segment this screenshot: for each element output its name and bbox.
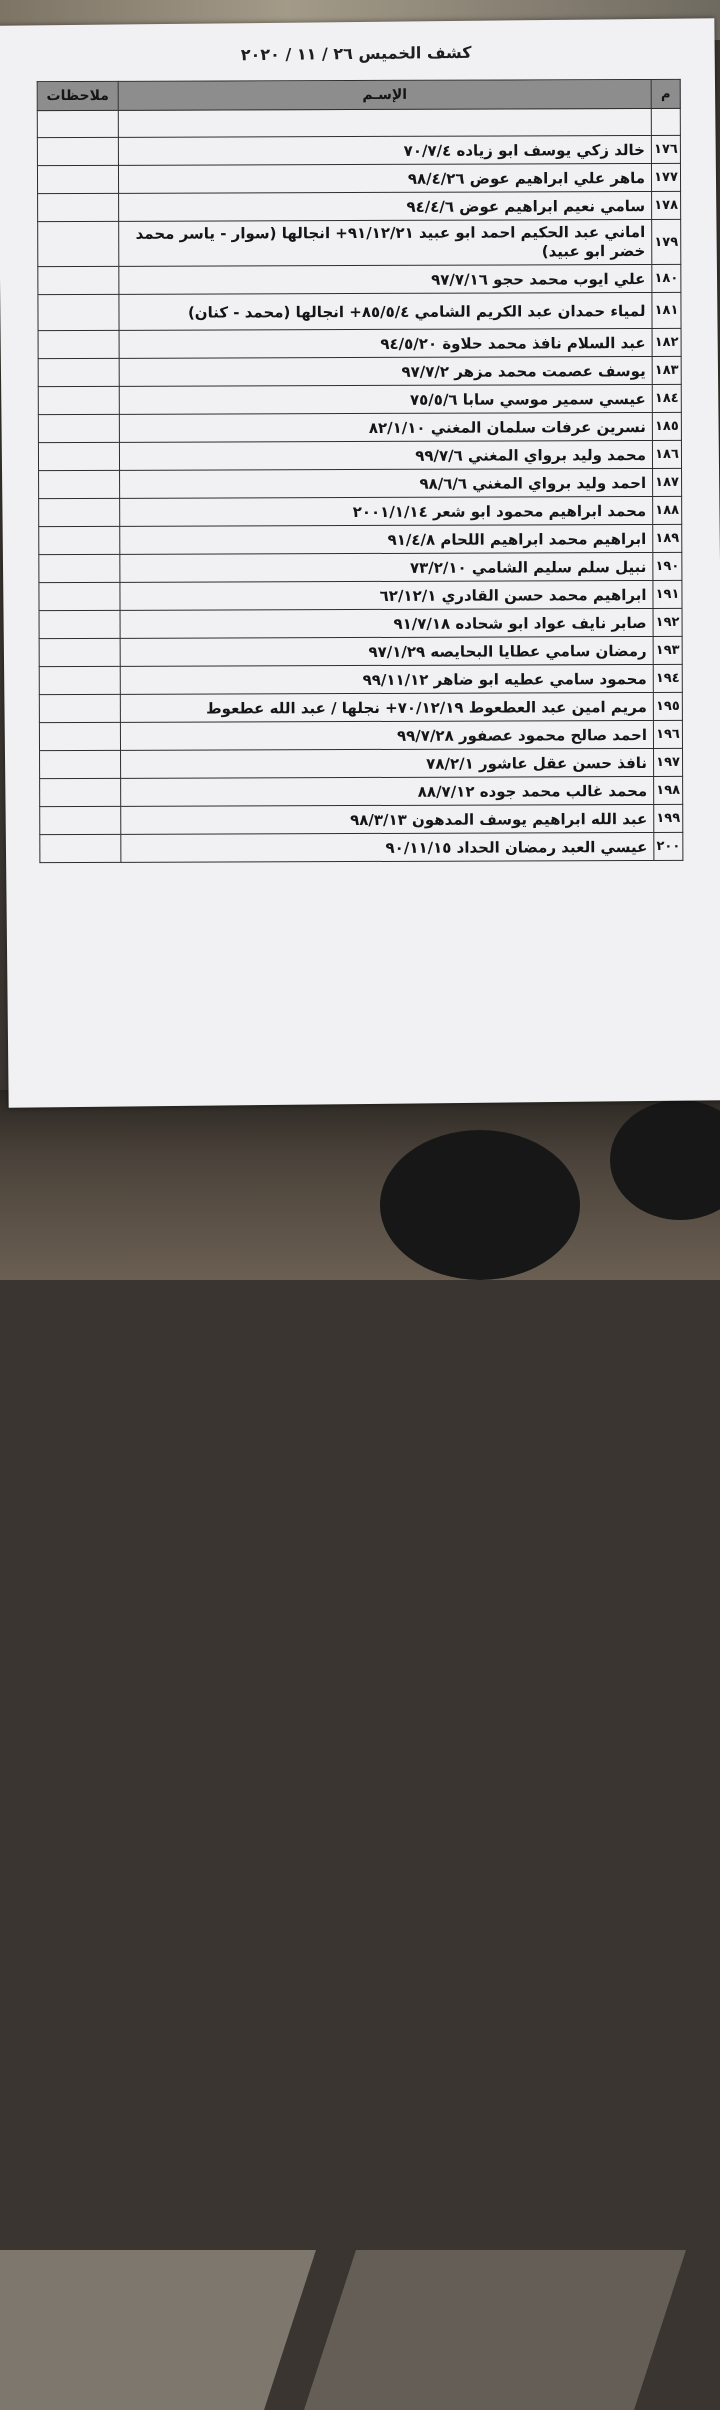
table-row: [38, 440, 681, 470]
row-notes: [38, 442, 119, 470]
row-number: ١٩٦: [653, 720, 682, 748]
table-row: [38, 264, 681, 294]
row-number: ١٩٠: [653, 552, 682, 580]
row-name: صابر نايف عواد ابو شحاده ٩١/٧/١٨: [120, 608, 653, 638]
row-name: ابراهيم محمد حسن القادري ٦٢/١٢/١: [120, 580, 653, 610]
row-number: ١٩٤: [653, 664, 682, 692]
table-row: [39, 496, 682, 526]
table-row: [38, 412, 681, 442]
row-notes: [40, 834, 121, 862]
table-row: [37, 135, 680, 165]
table-header-row: [37, 79, 680, 110]
row-number: ١٩٢: [653, 608, 682, 636]
row-number: ١٧٨: [652, 191, 681, 219]
table-row: [37, 163, 680, 193]
row-number: ١٨٩: [653, 524, 682, 552]
floor-tile: [304, 2250, 686, 2410]
row-number: ١٨١: [652, 292, 681, 328]
table-row: [39, 552, 682, 582]
row-name: عيسي سمير موسي سابا ٧٥/٥/٦: [119, 384, 652, 414]
row-notes: [38, 358, 119, 386]
table-row: [40, 776, 683, 806]
row-notes: [37, 165, 118, 193]
row-notes: [39, 526, 120, 554]
row-notes: [39, 498, 120, 526]
row-number: ١٨٦: [652, 440, 681, 468]
row-notes: [38, 193, 119, 221]
row-name: نبيل سلم سليم الشامي ٧٣/٢/١٠: [120, 552, 653, 582]
table-row: [38, 384, 681, 414]
table-row: [39, 608, 682, 638]
table-row: [38, 191, 681, 221]
table-row: [39, 664, 682, 694]
row-number: ١٩١: [653, 580, 682, 608]
row-number: ١٩٣: [653, 636, 682, 664]
row-number: ١٨٤: [652, 384, 681, 412]
paper-sheet: [0, 18, 720, 1107]
row-name: اماني عبد الحكيم احمد ابو عبيد ٩١/١٢/٢١+ انجالها (سوار - ياسر محمد خضر ابو عبيد): [119, 219, 652, 266]
row-notes: [39, 666, 120, 694]
row-number: ١٨٣: [652, 356, 681, 384]
table-row: [39, 580, 682, 610]
table-row: [38, 356, 681, 386]
column-header-notes: ملاحظات: [37, 81, 118, 110]
row-number: ١٩٨: [654, 776, 683, 804]
table-row: [38, 328, 681, 358]
row-number: ١٨٨: [653, 496, 682, 524]
row-name: يوسف عصمت محمد مزهر ٩٧/٧/٢: [119, 356, 652, 386]
row-number: ١٨٢: [652, 328, 681, 356]
row-name: عبد الله ابراهيم يوسف المدهون ٩٨/٣/١٣: [121, 804, 654, 834]
row-name: خالد زكي يوسف ابو زياده ٧٠/٧/٤: [118, 135, 651, 165]
table-row: [39, 524, 682, 554]
row-number: ١٩٩: [654, 804, 683, 832]
row-notes: [39, 582, 120, 610]
row-number: ١٨٠: [652, 264, 681, 292]
row-name: نسرين عرفات سلمان المغني ٨٢/١/١٠: [119, 412, 652, 442]
shoe-shadow: [380, 1130, 580, 1280]
row-number: ١٧٧: [651, 163, 680, 191]
row-notes: [39, 638, 120, 666]
table-row: [40, 804, 683, 834]
row-notes: [39, 694, 120, 722]
row-name: محمد ابراهيم محمود ابو شعر ٢٠٠١/١/١٤: [120, 496, 653, 526]
row-name: ماهر علي ابراهيم عوض ٩٨/٤/٢٦: [118, 163, 651, 193]
column-header-number: م: [651, 79, 680, 108]
row-number: ١٨٥: [652, 412, 681, 440]
table-row: [39, 692, 682, 722]
row-notes: [38, 294, 119, 330]
row-name: نافذ حسن عقل عاشور ٧٨/٢/١: [121, 748, 654, 778]
row-number: ١٩٥: [653, 692, 682, 720]
row-notes: [37, 137, 118, 165]
table-row: [39, 468, 682, 498]
table-row: [39, 636, 682, 666]
row-name: رمضان سامي عطايا البحايصه ٩٧/١/٢٩: [120, 636, 653, 666]
row-notes: [40, 778, 121, 806]
row-name: ابراهيم محمد ابراهيم اللحام ٩١/٤/٨: [120, 524, 653, 554]
table-row: [38, 292, 681, 330]
row-name: محمد غالب محمد جوده ٨٨/٧/١٢: [121, 776, 654, 806]
row-name: محمد وليد برواي المغني ٩٩/٧/٦: [119, 440, 652, 470]
table-row: [39, 720, 682, 750]
row-name: لمياء حمدان عبد الكريم الشامي ٨٥/٥/٤+ انجالها (محمد - كنان): [119, 292, 652, 330]
table-row-empty: [37, 108, 680, 137]
table-row: [38, 219, 681, 266]
row-name: احمد وليد برواي المغني ٩٨/٦/٦: [120, 468, 653, 498]
row-number: ١٨٧: [653, 468, 682, 496]
table-row: [40, 748, 683, 778]
row-name: مريم امين عبد العطعوط ٧٠/١٢/١٩+ نجلها / عبد الله عطعوط: [120, 692, 653, 722]
row-notes: [38, 386, 119, 414]
row-notes: [38, 266, 119, 294]
row-notes: [39, 470, 120, 498]
background-floor: [0, 1090, 720, 1280]
document-title: كشف الخميس ٢٦ / ١١ / ٢٠٢٠: [240, 42, 472, 65]
row-name: عيسي العبد رمضان الحداد ٩٠/١١/١٥: [121, 832, 654, 862]
column-header-name: الإسـم: [118, 79, 651, 110]
row-notes: [38, 221, 119, 266]
row-name: محمود سامي عطيه ابو ضاهر ٩٩/١١/١٢: [120, 664, 653, 694]
table-row: [40, 832, 683, 862]
row-name: عبد السلام نافذ محمد حلاوة ٩٤/٥/٢٠: [119, 328, 652, 358]
row-number: ١٧٩: [652, 219, 681, 264]
names-table: [37, 79, 684, 863]
row-number: ١٧٦: [651, 135, 680, 163]
row-notes: [40, 806, 121, 834]
row-notes: [40, 750, 121, 778]
row-notes: [39, 722, 120, 750]
row-name: علي ايوب محمد حجو ٩٧/٧/١٦: [119, 264, 652, 294]
row-notes: [38, 414, 119, 442]
row-notes: [39, 554, 120, 582]
row-name: احمد صالح محمود عصفور ٩٩/٧/٢٨: [120, 720, 653, 750]
row-name: سامي نعيم ابراهيم عوض ٩٤/٤/٦: [119, 191, 652, 221]
row-number: ٢٠٠: [654, 832, 683, 860]
row-number: ١٩٧: [654, 748, 683, 776]
floor-tile: [0, 2250, 316, 2410]
row-notes: [39, 610, 120, 638]
row-notes: [38, 330, 119, 358]
